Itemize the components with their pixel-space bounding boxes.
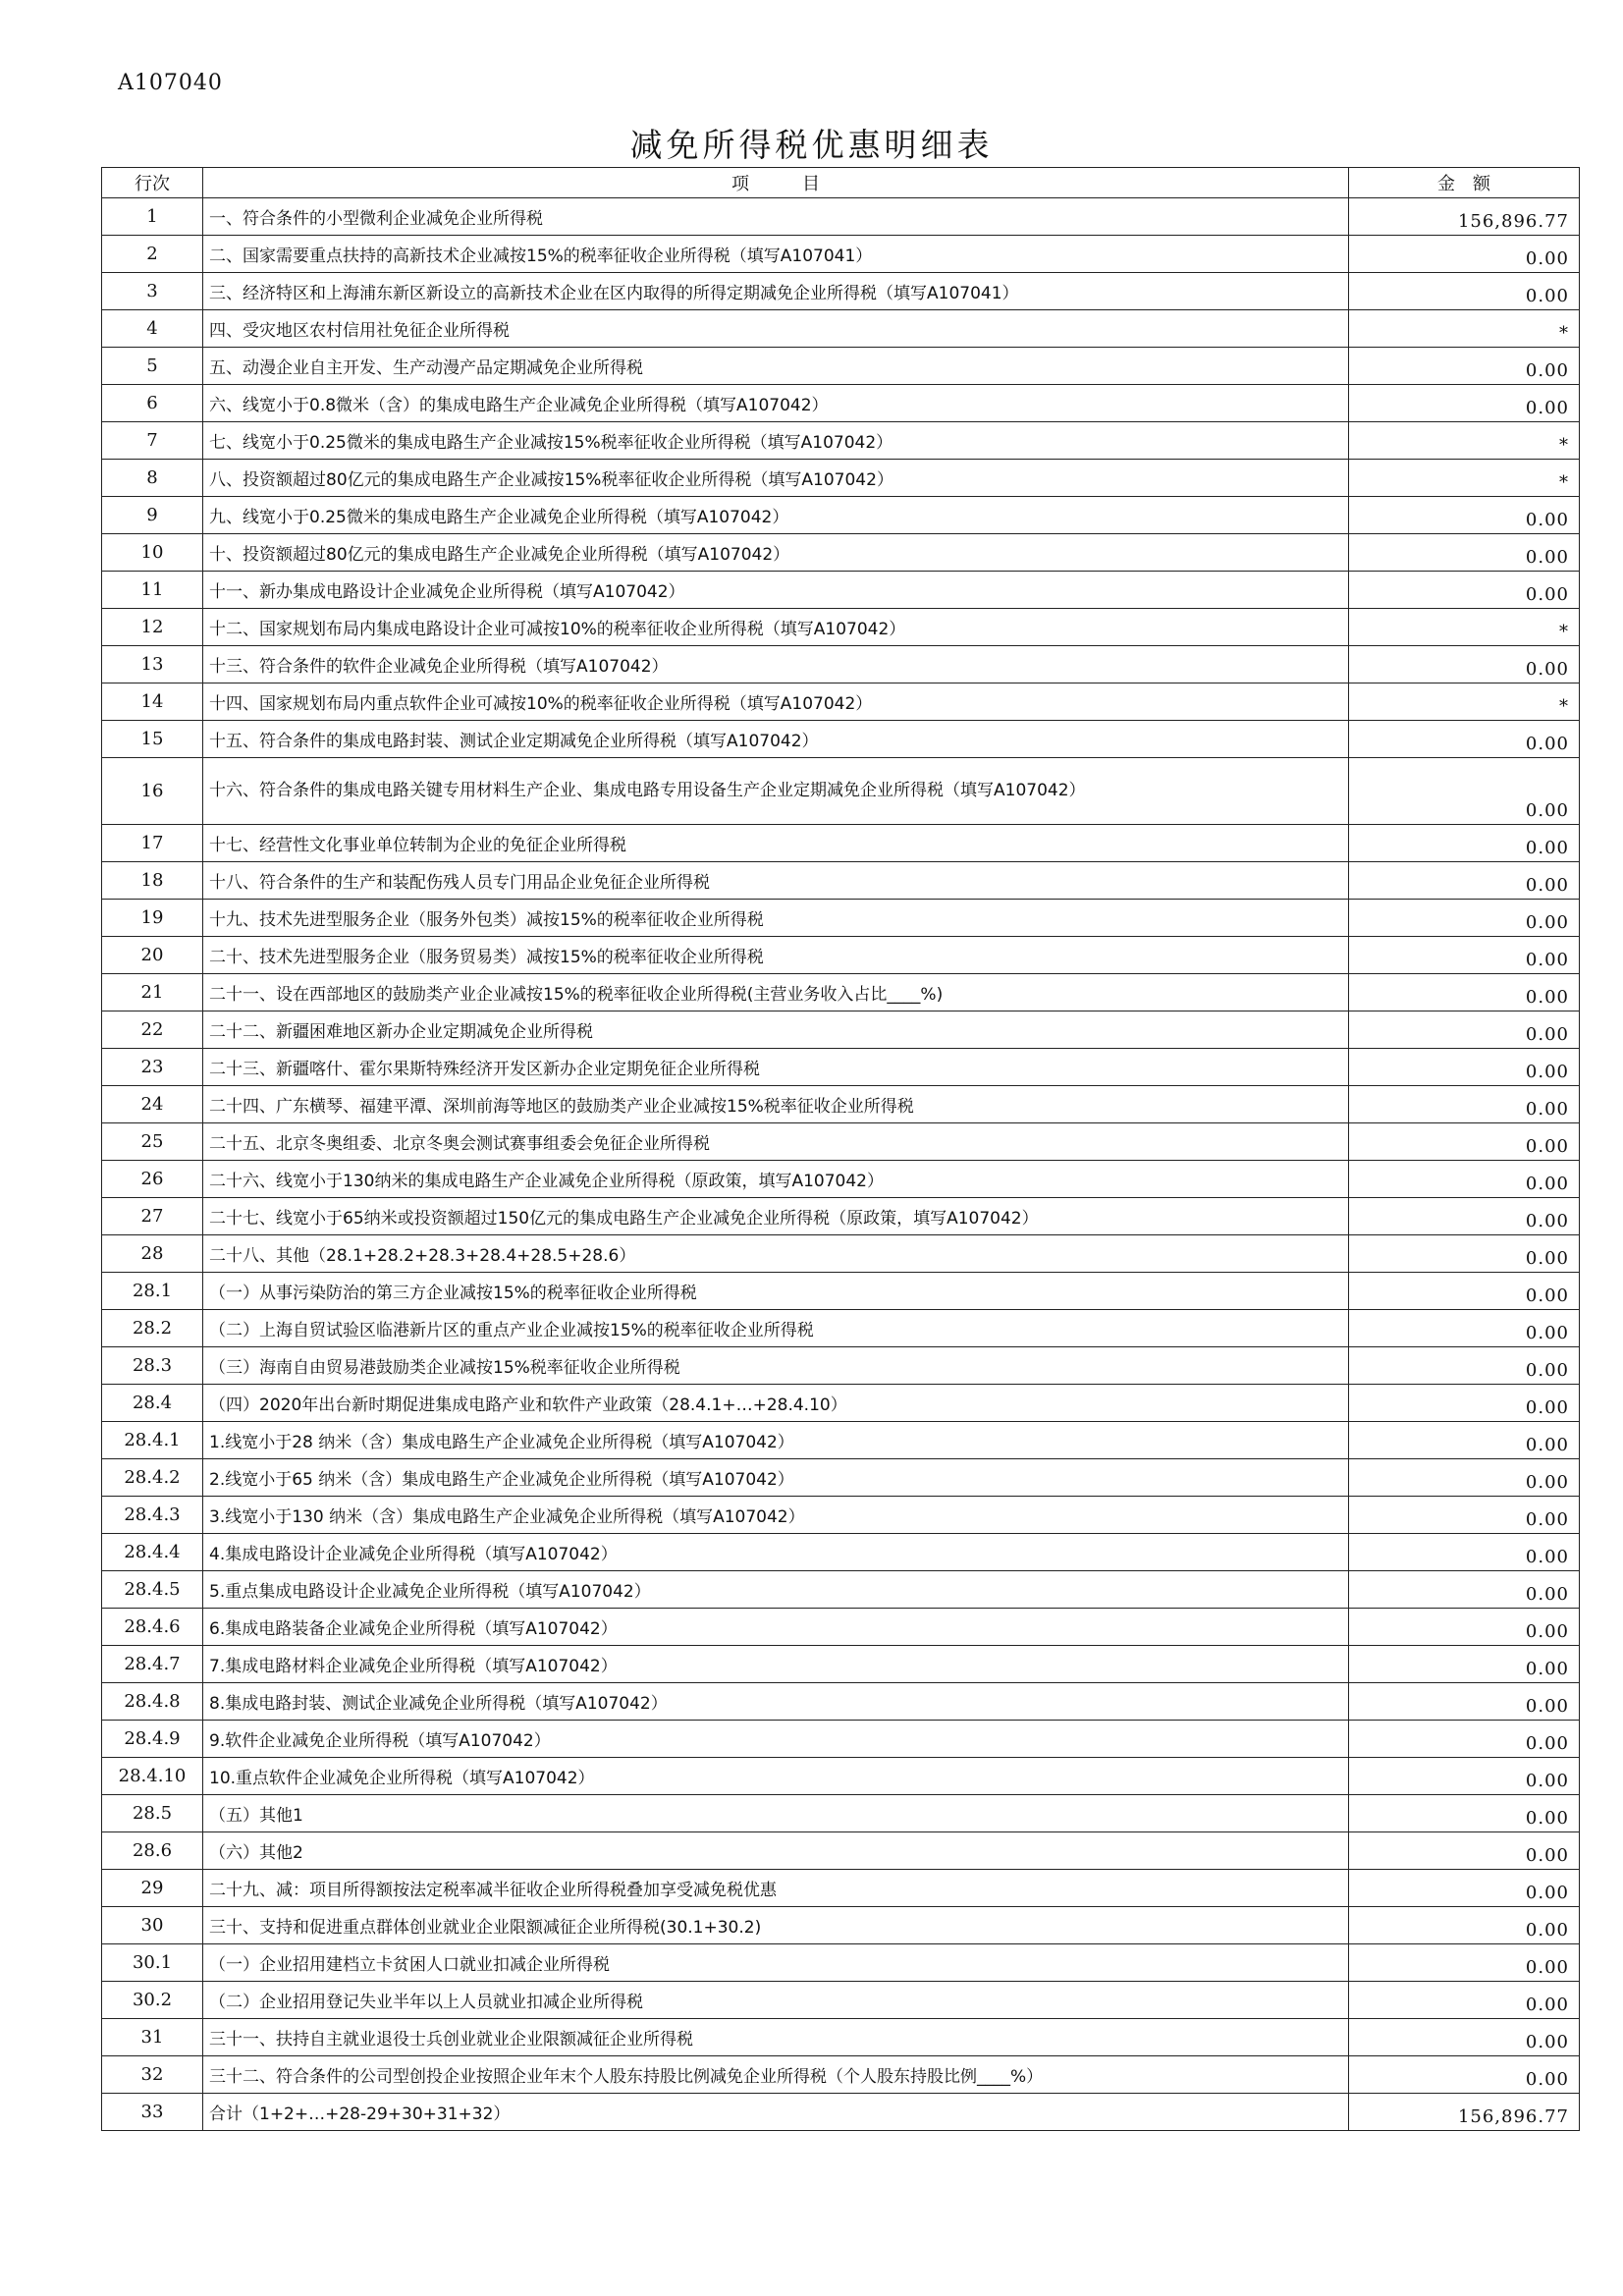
- table-row: [102, 1832, 1580, 1870]
- item-cell: 一、符合条件的小型微利企业减免企业所得税: [203, 198, 1349, 236]
- table-row: [102, 758, 1580, 825]
- table-row: [102, 1459, 1580, 1497]
- row-number-cell: 28.4.6: [102, 1609, 203, 1646]
- amount-cell: 0.00: [1349, 1870, 1580, 1907]
- amount-cell: 0.00: [1349, 900, 1580, 937]
- amount-cell: 0.00: [1349, 348, 1580, 385]
- table-row: [102, 1646, 1580, 1683]
- row-number-cell: 8: [102, 460, 203, 497]
- amount-cell: 0.00: [1349, 572, 1580, 609]
- item-cell: 二十九、减：项目所得额按法定税率减半征收企业所得税叠加享受减免税优惠: [203, 1870, 1349, 1907]
- row-number-cell: 3: [102, 273, 203, 310]
- table-row: [102, 974, 1580, 1011]
- row-number-cell: 1: [102, 198, 203, 236]
- item-cell: 6.集成电路装备企业减免企业所得税（填写A107042）: [203, 1609, 1349, 1646]
- row-number-cell: 29: [102, 1870, 203, 1907]
- item-cell: 八、投资额超过80亿元的集成电路生产企业减按15%税率征收企业所得税（填写A107042）: [203, 460, 1349, 497]
- amount-cell: 0.00: [1349, 1235, 1580, 1273]
- amount-cell: 0.00: [1349, 1571, 1580, 1609]
- item-cell: （五）其他1: [203, 1795, 1349, 1832]
- item-cell: 二十、技术先进型服务企业（服务贸易类）减按15%的税率征收企业所得税: [203, 937, 1349, 974]
- table-row: [102, 385, 1580, 422]
- table-row: [102, 1721, 1580, 1758]
- tax-reduction-table: [101, 167, 1580, 2131]
- amount-cell: *: [1349, 422, 1580, 460]
- amount-cell: 0.00: [1349, 1646, 1580, 1683]
- item-cell: 十七、经营性文化事业单位转制为企业的免征企业所得税: [203, 825, 1349, 862]
- table-row: [102, 460, 1580, 497]
- item-cell: （二）上海自贸试验区临港新片区的重点产业企业减按15%的税率征收企业所得税: [203, 1310, 1349, 1347]
- table-row: [102, 1422, 1580, 1459]
- amount-cell: 0.00: [1349, 825, 1580, 862]
- item-cell: 五、动漫企业自主开发、生产动漫产品定期减免企业所得税: [203, 348, 1349, 385]
- page-title: 减免所得税优惠明细表: [629, 126, 994, 164]
- header-amount: 金 额: [1349, 168, 1580, 198]
- amount-cell: 0.00: [1349, 758, 1580, 825]
- table-row: [102, 1011, 1580, 1049]
- table-row: [102, 310, 1580, 348]
- item-cell: 二十三、新疆喀什、霍尔果斯特殊经济开发区新办企业定期免征企业所得税: [203, 1049, 1349, 1086]
- form-code: A107040: [118, 71, 223, 95]
- amount-cell: 156,896.77: [1349, 2094, 1580, 2131]
- amount-cell: 0.00: [1349, 1907, 1580, 1944]
- amount-cell: *: [1349, 609, 1580, 646]
- row-number-cell: 28.4: [102, 1385, 203, 1422]
- table-row: [102, 1497, 1580, 1534]
- table-row: [102, 721, 1580, 758]
- row-number-cell: 26: [102, 1161, 203, 1198]
- amount-cell: 0.00: [1349, 1758, 1580, 1795]
- item-cell: 四、受灾地区农村信用社免征企业所得税: [203, 310, 1349, 348]
- row-number-cell: 12: [102, 609, 203, 646]
- amount-cell: 0.00: [1349, 937, 1580, 974]
- item-cell: 九、线宽小于0.25微米的集成电路生产企业减免企业所得税（填写A107042）: [203, 497, 1349, 534]
- row-number-cell: 28.4.5: [102, 1571, 203, 1609]
- item-cell: 1.线宽小于28 纳米（含）集成电路生产企业减免企业所得税（填写A107042）: [203, 1422, 1349, 1459]
- table-row: [102, 534, 1580, 572]
- row-number-cell: 28.2: [102, 1310, 203, 1347]
- row-number-cell: 18: [102, 862, 203, 900]
- table-row: [102, 236, 1580, 273]
- row-number-cell: 2: [102, 236, 203, 273]
- amount-cell: 0.00: [1349, 862, 1580, 900]
- row-number-cell: 32: [102, 2056, 203, 2094]
- table-row: [102, 1795, 1580, 1832]
- row-number-cell: 13: [102, 646, 203, 683]
- amount-cell: 0.00: [1349, 1049, 1580, 1086]
- item-cell: （三）海南自由贸易港鼓励类企业减按15%税率征收企业所得税: [203, 1347, 1349, 1385]
- row-number-cell: 28.4.8: [102, 1683, 203, 1721]
- row-number-cell: 4: [102, 310, 203, 348]
- amount-cell: 0.00: [1349, 236, 1580, 273]
- row-number-cell: 24: [102, 1086, 203, 1123]
- row-number-cell: 28.4.9: [102, 1721, 203, 1758]
- amount-cell: 0.00: [1349, 1385, 1580, 1422]
- table-row: [102, 2056, 1580, 2094]
- item-cell: 二十六、线宽小于130纳米的集成电路生产企业减免企业所得税（原政策，填写A107042）: [203, 1161, 1349, 1198]
- table-row: [102, 937, 1580, 974]
- amount-cell: 0.00: [1349, 2056, 1580, 2094]
- item-cell: 十八、符合条件的生产和装配伤残人员专门用品企业免征企业所得税: [203, 862, 1349, 900]
- item-cell: 十五、符合条件的集成电路封装、测试企业定期减免企业所得税（填写A107042）: [203, 721, 1349, 758]
- table-row: [102, 497, 1580, 534]
- item-cell: 十三、符合条件的软件企业减免企业所得税（填写A107042）: [203, 646, 1349, 683]
- item-cell: 十一、新办集成电路设计企业减免企业所得税（填写A107042）: [203, 572, 1349, 609]
- item-cell: 二十八、其他（28.1+28.2+28.3+28.4+28.5+28.6）: [203, 1235, 1349, 1273]
- amount-cell: 0.00: [1349, 1011, 1580, 1049]
- table-row: [102, 646, 1580, 683]
- row-number-cell: 28.4.2: [102, 1459, 203, 1497]
- row-number-cell: 30.2: [102, 1982, 203, 2019]
- row-number-cell: 20: [102, 937, 203, 974]
- row-number-cell: 28.6: [102, 1832, 203, 1870]
- row-number-cell: 22: [102, 1011, 203, 1049]
- row-number-cell: 28.1: [102, 1273, 203, 1310]
- table-row: [102, 2019, 1580, 2056]
- amount-cell: 0.00: [1349, 385, 1580, 422]
- amount-cell: 0.00: [1349, 1347, 1580, 1385]
- item-cell: 4.集成电路设计企业减免企业所得税（填写A107042）: [203, 1534, 1349, 1571]
- amount-cell: 0.00: [1349, 1832, 1580, 1870]
- item-cell: 二、国家需要重点扶持的高新技术企业减按15%的税率征收企业所得税（填写A107041）: [203, 236, 1349, 273]
- row-number-cell: 5: [102, 348, 203, 385]
- item-cell: 9.软件企业减免企业所得税（填写A107042）: [203, 1721, 1349, 1758]
- item-cell: 二十四、广东横琴、福建平潭、深圳前海等地区的鼓励类产业企业减按15%税率征收企业所得税: [203, 1086, 1349, 1123]
- row-number-cell: 25: [102, 1123, 203, 1161]
- item-cell: 六、线宽小于0.8微米（含）的集成电路生产企业减免企业所得税（填写A107042）: [203, 385, 1349, 422]
- row-number-cell: 16: [102, 758, 203, 825]
- item-cell: 5.重点集成电路设计企业减免企业所得税（填写A107042）: [203, 1571, 1349, 1609]
- row-number-cell: 9: [102, 497, 203, 534]
- row-number-cell: 28.3: [102, 1347, 203, 1385]
- table-row: [102, 348, 1580, 385]
- item-cell: （二）企业招用登记失业半年以上人员就业扣减企业所得税: [203, 1982, 1349, 2019]
- amount-cell: 0.00: [1349, 1422, 1580, 1459]
- amount-cell: 0.00: [1349, 1273, 1580, 1310]
- table-row: [102, 572, 1580, 609]
- item-cell: 二十七、线宽小于65纳米或投资额超过150亿元的集成电路生产企业减免企业所得税（原政策，填写A107042）: [203, 1198, 1349, 1235]
- table-row: [102, 2094, 1580, 2131]
- table-row: [102, 273, 1580, 310]
- item-cell: 十二、国家规划布局内集成电路设计企业可减按10%的税率征收企业所得税（填写A107042）: [203, 609, 1349, 646]
- amount-cell: 0.00: [1349, 1982, 1580, 2019]
- amount-cell: 156,896.77: [1349, 198, 1580, 236]
- row-number-cell: 30: [102, 1907, 203, 1944]
- item-cell: 三十一、扶持自主就业退役士兵创业就业企业限额减征企业所得税: [203, 2019, 1349, 2056]
- amount-cell: *: [1349, 460, 1580, 497]
- table-row: [102, 825, 1580, 862]
- table-row: [102, 1235, 1580, 1273]
- item-cell: 三、经济特区和上海浦东新区新设立的高新技术企业在区内取得的所得定期减免企业所得税（填写A107041）: [203, 273, 1349, 310]
- table-row: [102, 1683, 1580, 1721]
- row-number-cell: 28.4.3: [102, 1497, 203, 1534]
- amount-cell: 0.00: [1349, 1609, 1580, 1646]
- item-cell: （一）从事污染防治的第三方企业减按15%的税率征收企业所得税: [203, 1273, 1349, 1310]
- amount-cell: 0.00: [1349, 1795, 1580, 1832]
- amount-cell: 0.00: [1349, 1161, 1580, 1198]
- item-cell: 三十二、符合条件的公司型创投企业按照企业年末个人股东持股比例减免企业所得税（个人股东持股比例____%）: [203, 2056, 1349, 2094]
- item-cell: 十四、国家规划布局内重点软件企业可减按10%的税率征收企业所得税（填写A107042）: [203, 683, 1349, 721]
- row-number-cell: 10: [102, 534, 203, 572]
- table-row: [102, 1086, 1580, 1123]
- amount-cell: 0.00: [1349, 646, 1580, 683]
- item-cell: 7.集成电路材料企业减免企业所得税（填写A107042）: [203, 1646, 1349, 1683]
- table-row: [102, 683, 1580, 721]
- row-number-cell: 17: [102, 825, 203, 862]
- amount-cell: 0.00: [1349, 497, 1580, 534]
- table-row: [102, 900, 1580, 937]
- item-cell: 3.线宽小于130 纳米（含）集成电路生产企业减免企业所得税（填写A107042）: [203, 1497, 1349, 1534]
- amount-cell: 0.00: [1349, 534, 1580, 572]
- table-row: [102, 1347, 1580, 1385]
- amount-cell: 0.00: [1349, 721, 1580, 758]
- amount-cell: *: [1349, 310, 1580, 348]
- row-number-cell: 27: [102, 1198, 203, 1235]
- table-row: [102, 1534, 1580, 1571]
- item-cell: 二十一、设在西部地区的鼓励类产业企业减按15%的税率征收企业所得税(主营业务收入占比____%): [203, 974, 1349, 1011]
- header-row-number: 行次: [102, 168, 203, 198]
- table-row: [102, 609, 1580, 646]
- row-number-cell: 28.4.10: [102, 1758, 203, 1795]
- amount-cell: *: [1349, 683, 1580, 721]
- amount-cell: 0.00: [1349, 1721, 1580, 1758]
- amount-cell: 0.00: [1349, 1086, 1580, 1123]
- amount-cell: 0.00: [1349, 1123, 1580, 1161]
- amount-cell: 0.00: [1349, 1497, 1580, 1534]
- amount-cell: 0.00: [1349, 1198, 1580, 1235]
- row-number-cell: 30.1: [102, 1944, 203, 1982]
- item-cell: （六）其他2: [203, 1832, 1349, 1870]
- item-cell: 七、线宽小于0.25微米的集成电路生产企业减按15%税率征收企业所得税（填写A107042）: [203, 422, 1349, 460]
- table-row: [102, 1385, 1580, 1422]
- item-cell: 三十、支持和促进重点群体创业就业企业限额减征企业所得税(30.1+30.2): [203, 1907, 1349, 1944]
- item-cell: （一）企业招用建档立卡贫困人口就业扣减企业所得税: [203, 1944, 1349, 1982]
- amount-cell: 0.00: [1349, 974, 1580, 1011]
- row-number-cell: 15: [102, 721, 203, 758]
- table-row: [102, 1310, 1580, 1347]
- item-cell: 二十二、新疆困难地区新办企业定期减免企业所得税: [203, 1011, 1349, 1049]
- table-row: [102, 1198, 1580, 1235]
- item-cell: 二十五、北京冬奥组委、北京冬奥会测试赛事组委会免征企业所得税: [203, 1123, 1349, 1161]
- item-cell: 合计（1+2+…+28-29+30+31+32）: [203, 2094, 1349, 2131]
- item-cell: 2.线宽小于65 纳米（含）集成电路生产企业减免企业所得税（填写A107042）: [203, 1459, 1349, 1497]
- row-number-cell: 6: [102, 385, 203, 422]
- table-row: [102, 422, 1580, 460]
- amount-cell: 0.00: [1349, 1534, 1580, 1571]
- item-cell: 十、投资额超过80亿元的集成电路生产企业减免企业所得税（填写A107042）: [203, 534, 1349, 572]
- row-number-cell: 21: [102, 974, 203, 1011]
- row-number-cell: 7: [102, 422, 203, 460]
- row-number-cell: 28.4.1: [102, 1422, 203, 1459]
- amount-cell: 0.00: [1349, 1683, 1580, 1721]
- header-item: 项 目: [203, 168, 1349, 198]
- row-number-cell: 28.4.4: [102, 1534, 203, 1571]
- amount-cell: 0.00: [1349, 2019, 1580, 2056]
- table-row: [102, 1944, 1580, 1982]
- row-number-cell: 28.5: [102, 1795, 203, 1832]
- amount-cell: 0.00: [1349, 1459, 1580, 1497]
- row-number-cell: 33: [102, 2094, 203, 2131]
- table-row: [102, 1161, 1580, 1198]
- amount-cell: 0.00: [1349, 1944, 1580, 1982]
- row-number-cell: 11: [102, 572, 203, 609]
- amount-cell: 0.00: [1349, 273, 1580, 310]
- item-cell: 8.集成电路封装、测试企业减免企业所得税（填写A107042）: [203, 1683, 1349, 1721]
- table-row: [102, 1907, 1580, 1944]
- table-row: [102, 1982, 1580, 2019]
- row-number-cell: 14: [102, 683, 203, 721]
- table-row: [102, 1049, 1580, 1086]
- row-number-cell: 31: [102, 2019, 203, 2056]
- table-row: [102, 1273, 1580, 1310]
- row-number-cell: 28.4.7: [102, 1646, 203, 1683]
- item-cell: （四）2020年出台新时期促进集成电路产业和软件产业政策（28.4.1+…+28.4.10）: [203, 1385, 1349, 1422]
- item-cell: 10.重点软件企业减免企业所得税（填写A107042）: [203, 1758, 1349, 1795]
- table-row: [102, 1870, 1580, 1907]
- amount-cell: 0.00: [1349, 1310, 1580, 1347]
- item-cell: 十六、符合条件的集成电路关键专用材料生产企业、集成电路专用设备生产企业定期减免企业所得税（填写A107042）: [203, 758, 1349, 825]
- table-row: [102, 862, 1580, 900]
- row-number-cell: 23: [102, 1049, 203, 1086]
- table-row: [102, 1571, 1580, 1609]
- row-number-cell: 19: [102, 900, 203, 937]
- row-number-cell: 28: [102, 1235, 203, 1273]
- table-row: [102, 1609, 1580, 1646]
- table-header-row: [102, 168, 1580, 198]
- table-row: [102, 1123, 1580, 1161]
- item-cell: 十九、技术先进型服务企业（服务外包类）减按15%的税率征收企业所得税: [203, 900, 1349, 937]
- table-row: [102, 1758, 1580, 1795]
- table-row: [102, 198, 1580, 236]
